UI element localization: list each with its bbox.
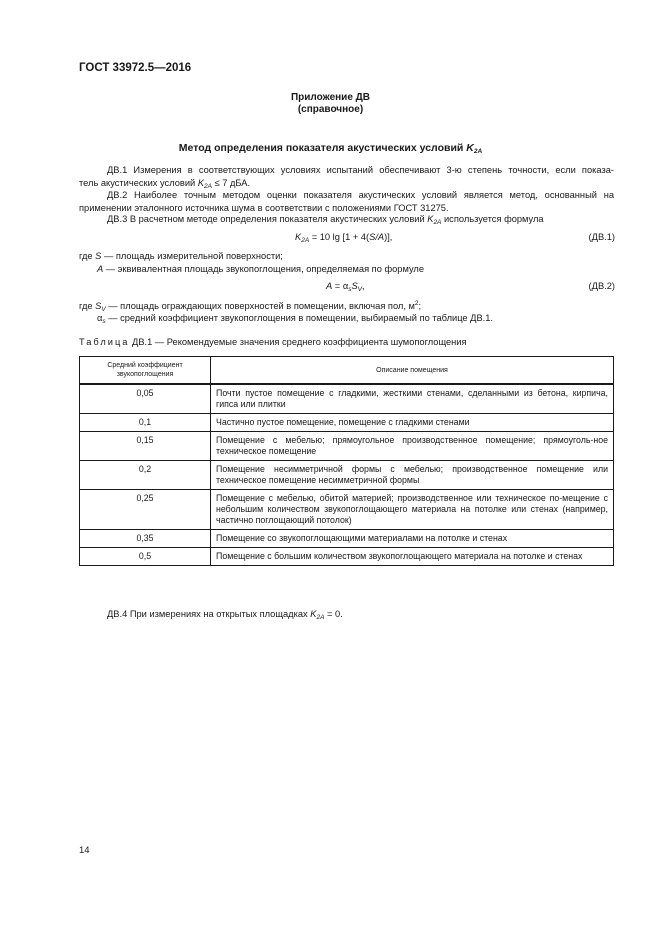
column-header-coefficient: Средний коэффициент звукопоглощения xyxy=(80,357,211,385)
coefficient-cell: 0,2 xyxy=(80,461,211,490)
description-cell: Помещение с мебелью; прямоугольное производственное помещение; прямоуголь-ное техническое помещение xyxy=(211,432,614,461)
paragraph-db4: ДВ.4 При измерениях на открытых площадках $K_{2A} = 0$. xyxy=(107,609,343,621)
table-caption: Таблица ДВ.1 — Рекомендуемые значения среднего коэффициента шумопоглощения xyxy=(79,337,467,347)
table-row xyxy=(80,384,614,414)
column-header-description: Описание помещения xyxy=(211,357,614,385)
coefficient-cell: 0,25 xyxy=(80,490,211,530)
description-cell: Частично пустое помещение, помещение с гладкими стенами xyxy=(211,414,614,432)
where-s: где S — площадь измерительной поверхности; xyxy=(79,251,283,261)
formula-number-db2: (ДВ.2) xyxy=(588,281,615,291)
appendix-title: Приложение ДВ xyxy=(290,92,371,103)
table-row xyxy=(80,490,614,530)
description-cell: Помещение с большим количеством звукопоглощающего материала на потолке и стенах xyxy=(211,548,614,566)
appendix-status: (справочное) xyxy=(297,104,364,115)
table-header-row xyxy=(80,357,614,385)
table-row xyxy=(80,548,614,566)
standard-number: ГОСТ 33972.5—2016 xyxy=(79,62,192,74)
paragraph-db1: ДВ.1 Измерения в соответствующих условиях испытаний обеспечивают 3-ю степень точности, если показа- тель акустических условий $K_{2A} \le 7$ дБА. xyxy=(79,165,614,190)
table-row xyxy=(80,414,614,432)
coefficient-cell: 0,5 xyxy=(80,548,211,566)
coefficient-cell: 0,15 xyxy=(80,432,211,461)
where-sv: где $S_V$ — площадь ограждающих поверхностей в помещении, включая пол, $м^2$; xyxy=(79,300,422,314)
table-row xyxy=(80,530,614,548)
section-title: Метод определения показателя акустических условий $K_{2A}$ xyxy=(178,142,483,155)
coefficient-cell: 0,35 xyxy=(80,530,211,548)
description-cell: Помещение с мебелью, обитой материей; производственное или техническое по-мещение с небольшим количеством звукопоглощающего материала на потолке или стенах (например, частично поглощающий потолок) xyxy=(211,490,614,530)
paragraph-db2: ДВ.2 Наиболее точным методом оценки показателя акустических условий является метод, основанный на применении эталонного источника шума в соответствии с положениями ГОСТ 31275. xyxy=(79,190,614,213)
absorption-table xyxy=(79,356,614,566)
paragraph-db3: ДВ.3 В расчетном методе определения показателя акустических условий $K_{2A}$ используется формула xyxy=(107,214,544,226)
table-row xyxy=(80,432,614,461)
coefficient-cell: 0,1 xyxy=(80,414,211,432)
where-alpha: $\alpha_s$ — средний коэффициент звукопоглощения в помещении, выбираемый по таблице ДВ.1. xyxy=(97,313,494,325)
coefficient-cell: 0,05 xyxy=(80,384,211,414)
page-number: 14 xyxy=(79,845,90,856)
table-row xyxy=(80,461,614,490)
description-cell: Помещение несимметричной формы с мебелью; производственное помещение или техническое помещение несимметричной формы xyxy=(211,461,614,490)
formula-db1: $K_{2A} = 10$ lg [1 + 4(S/A)], xyxy=(295,232,393,244)
description-cell: Помещение со звукопоглощающими материалами на потолке и стенах xyxy=(211,530,614,548)
description-cell: Почти пустое помещение с гладкими, жесткими стенами, сделанными из бетона, кирпича, гипса или плитки xyxy=(211,384,614,414)
where-a: A — эквивалентная площадь звукопоглощения, определяемая по формуле xyxy=(97,264,424,274)
formula-number-db1: (ДВ.1) xyxy=(588,232,615,242)
formula-db2: $A = \alpha_sS_V$, xyxy=(326,281,365,293)
